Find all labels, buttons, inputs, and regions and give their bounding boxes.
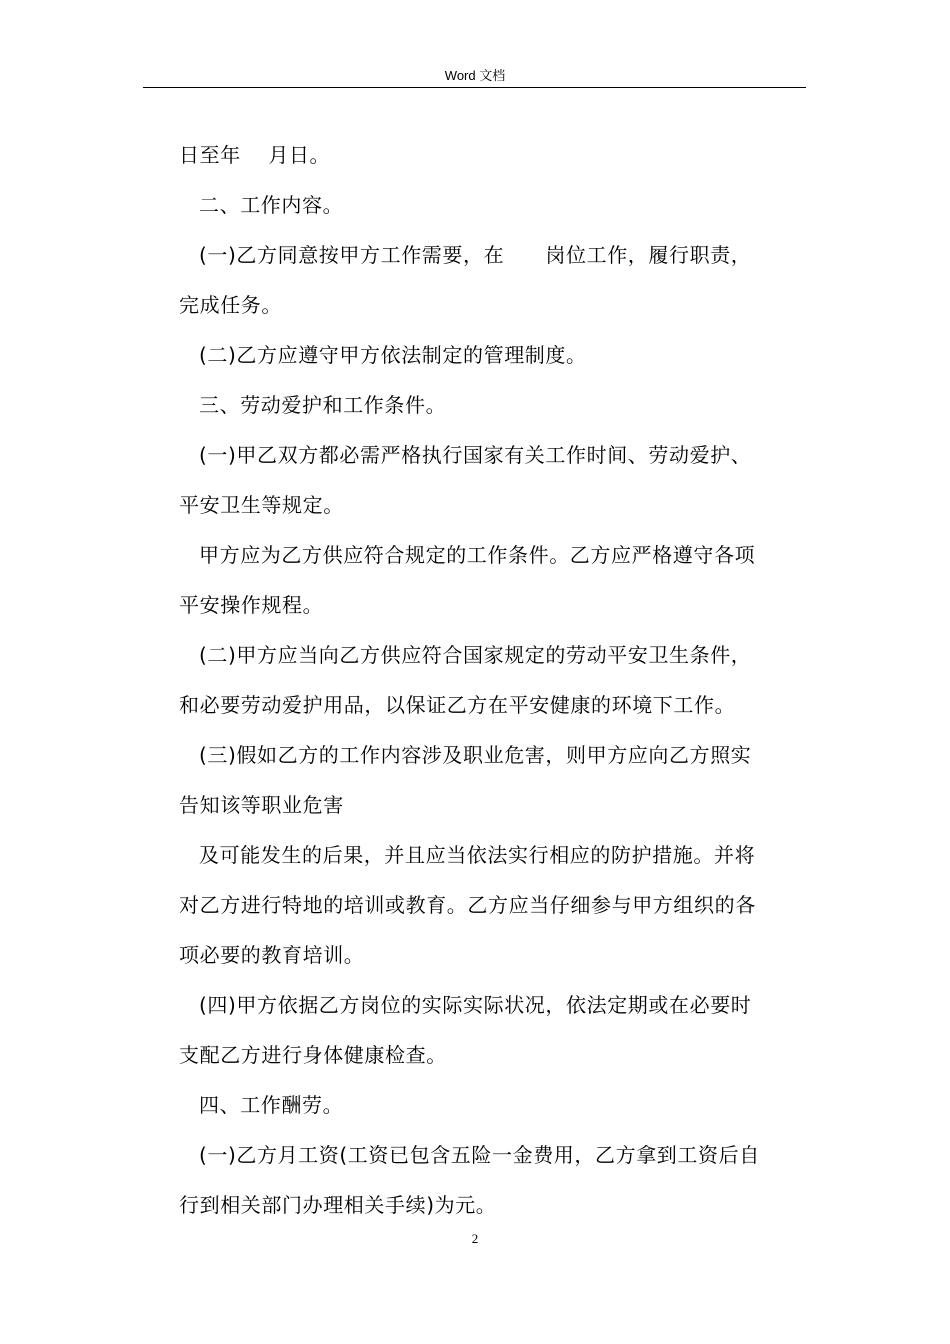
body-line: (一)乙方同意按甲方工作需要，在 岗位工作，履行职责， [199, 243, 752, 267]
body-line: (一)乙方月工资(工资已包含五险一金费用，乙方拿到工资后自 [199, 1143, 760, 1167]
body-line: 三、劳动爱护和工作条件。 [199, 393, 447, 417]
body-line: 甲方应为乙方供应符合规定的工作条件。乙方应严格遵守各项 [199, 543, 756, 567]
body-line: 支配乙方进行身体健康检查。 [179, 1043, 447, 1067]
body-line: 和必要劳动爱护用品，以保证乙方在平安健康的环境下工作。 [179, 693, 736, 717]
body-line: 日至年 月日。 [179, 143, 331, 167]
body-line: 对乙方进行特地的培训或教育。乙方应当仔细参与甲方组织的各 [179, 893, 756, 917]
page-header-title: Word 文档 [444, 68, 506, 83]
body-line: 及可能发生的后果，并且应当依法实行相应的防护措施。并将 [199, 843, 756, 867]
body-line: 二、工作内容。 [199, 193, 344, 217]
body-line: 行到相关部门办理相关手续)为元。 [179, 1193, 497, 1217]
header-divider [143, 87, 806, 88]
body-line: 完成任务。 [179, 293, 282, 317]
body-line: (三)假如乙方的工作内容涉及职业危害，则甲方应向乙方照实 [199, 743, 752, 767]
body-line: (一)甲乙双方都必需严格执行国家有关工作时间、劳动爱护、 [199, 443, 752, 467]
body-line: 四、工作酬劳。 [199, 1093, 344, 1117]
body-line: 告知该等职业危害 [179, 793, 344, 817]
body-line: 项必要的教育培训。 [179, 943, 365, 967]
page-number: 2 [471, 1231, 479, 1246]
body-line: 平安卫生等规定。 [179, 493, 344, 517]
body-line: (四)甲方依据乙方岗位的实际实际状况，依法定期或在必要时 [199, 993, 752, 1017]
body-line: 平安操作规程。 [179, 593, 324, 617]
document-body [179, 130, 804, 1230]
body-line: (二)乙方应遵守甲方依法制定的管理制度。 [199, 343, 587, 367]
body-line: (二)甲方应当向乙方供应符合国家规定的劳动平安卫生条件， [199, 643, 752, 667]
